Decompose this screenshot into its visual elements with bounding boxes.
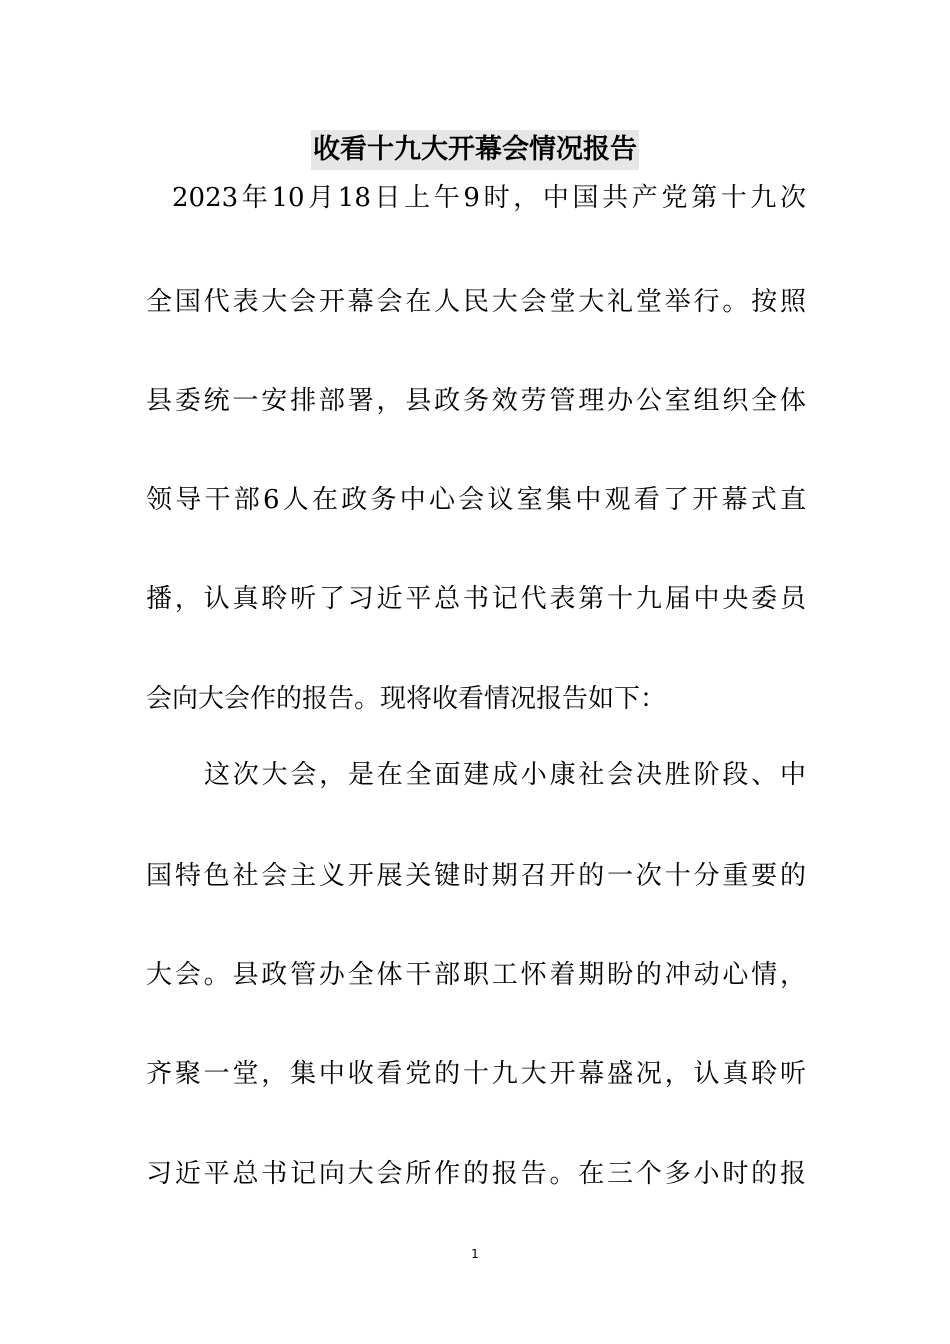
paragraph-line: 县委统一安排部署，县政务效劳管理办公室组织全体: [146, 386, 806, 416]
page-number: 1: [471, 1247, 479, 1261]
paragraph-line: 2023年10月18日上午9时，中国共产党第十九次: [172, 183, 806, 213]
paragraph-line: 播，认真聆听了习近平总书记代表第十九届中央委员: [146, 584, 806, 614]
paragraph-line: 习近平总书记向大会所作的报告。在三个多小时的报: [146, 1159, 806, 1189]
paragraph-line: 领导干部6人在政务中心会议室集中观看了开幕式直: [146, 485, 806, 515]
paragraph-line: 国特色社会主义开展关键时期召开的一次十分重要的: [146, 861, 806, 891]
paragraph-line: 这次大会，是在全面建成小康社会决胜阶段、中: [204, 760, 806, 790]
paragraph-line: 会向大会作的报告。现将收看情况报告如下：: [146, 684, 667, 714]
title-container: [0, 130, 950, 170]
paragraph-line: 全国代表大会开幕会在人民大会堂大礼堂举行。按照: [146, 287, 806, 317]
paragraph-line: 齐聚一堂，集中收看党的十九大开幕盛况，认真聆听: [146, 1059, 806, 1089]
paragraph-line: 大会。县政管办全体干部职工怀着期盼的冲动心情，: [146, 960, 806, 990]
document-title: 收看十九大开幕会情况报告: [311, 130, 639, 170]
